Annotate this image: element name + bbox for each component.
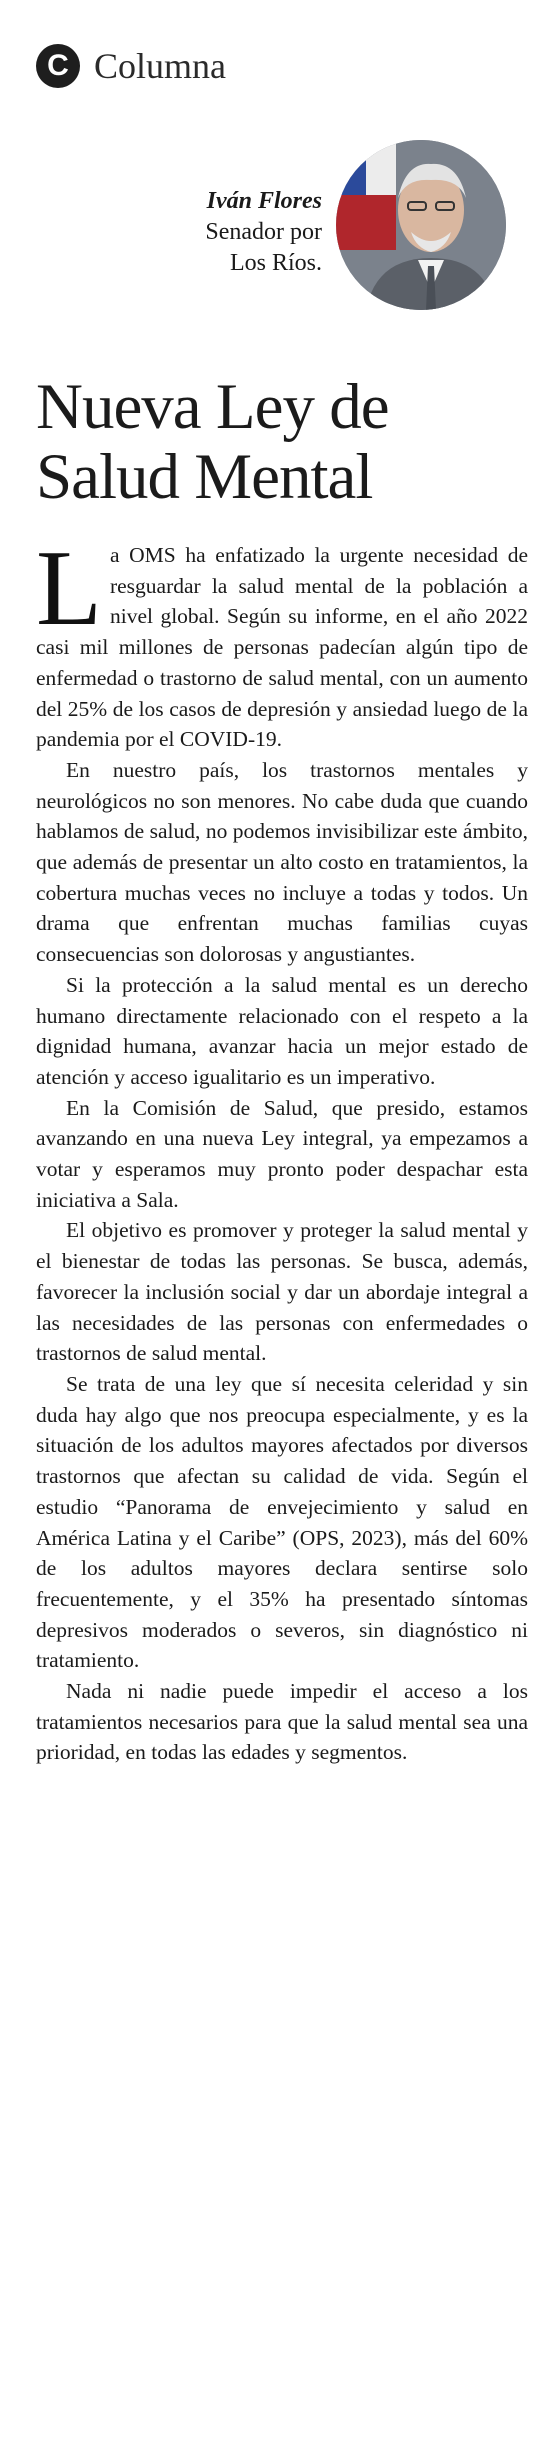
paragraph-3: Si la protección a la salud mental es un derecho humano directamente relacionado con el respeto a la dignidad humana, avanzar hacia un mejor estado de atención y acceso igualitario es un imperativo. <box>36 972 528 1089</box>
headline-line2: Salud Mental <box>36 441 373 513</box>
author-role-line1: Senador por <box>205 219 322 245</box>
section-title: Columna <box>94 46 226 86</box>
author-role-line2: Los Ríos. <box>229 250 322 276</box>
paragraph-7: Nada ni nadie puede impedir el acceso a los tratamientos necesarios para que la salud mental sea una prioridad, en todas las edades y segmentos. <box>36 1679 528 1765</box>
paragraph-5: El objetivo es promover y proteger la salud mental y el bienestar de todas las personas. Se busca, además, favorecer la inclusión social y dar un abordaje integral a las necesidades de las personas con enfermedades o trastornos de salud mental. <box>36 1218 528 1366</box>
section-header <box>36 44 226 88</box>
paragraph-2: En nuestro país, los trastornos mentales y neurológicos no son menores. No cabe duda que cuando hablamos de salud, no podemos invisibilizar este ámbito, que además de presentar un alto costo en tratamientos, la cobertura muchas veces no incluye a todas y todos. Un drama que enfrentan muchas familias cuyas consecuencias son dolorosas y angustiantes. <box>36 757 528 967</box>
paragraph-6: Se trata de una ley que sí necesita celeridad y sin duda hay algo que nos preocupa especialmente, y es la situación de los adultos mayores afectados por diversos trastornos que afectan su calidad de vida. Según el estudio “Panorama de envejecimiento y salud en América Latina y el Caribe” (OPS, 2023), más del 60% de los adultos mayores declara sentirse solo frecuentemente, y el 35% ha presentado síntomas depresivos moderados o severos, sin diagnóstico ni tratamiento. <box>36 1371 528 1673</box>
paragraph-4: En la Comisión de Salud, que presido, estamos avanzando en una nueva Ley integral, ya empezamos a votar y esperamos muy pronto poder despachar esta iniciativa a Sala. <box>36 1095 528 1212</box>
article-body <box>36 529 528 1768</box>
author-name: Iván Flores <box>206 188 322 214</box>
author-block <box>36 140 522 320</box>
author-info <box>205 186 322 279</box>
headline-line1: Nueva Ley de <box>36 371 389 443</box>
author-photo-illustration <box>336 140 506 310</box>
headline <box>36 372 528 512</box>
section-badge: C <box>36 44 80 88</box>
author-avatar <box>336 140 506 310</box>
paragraph-1: La OMS ha enfatizado la urgente necesidad de resguardar la salud mental de la población a nivel global. Según su informe, en el año 2022 casi mil millones de personas padecían algún tipo de enfermedad o trastorno de salud mental, con un aumento del 25% de los casos de depresión y ansiedad luego de la pandemia por el COVID-19. <box>36 529 528 752</box>
